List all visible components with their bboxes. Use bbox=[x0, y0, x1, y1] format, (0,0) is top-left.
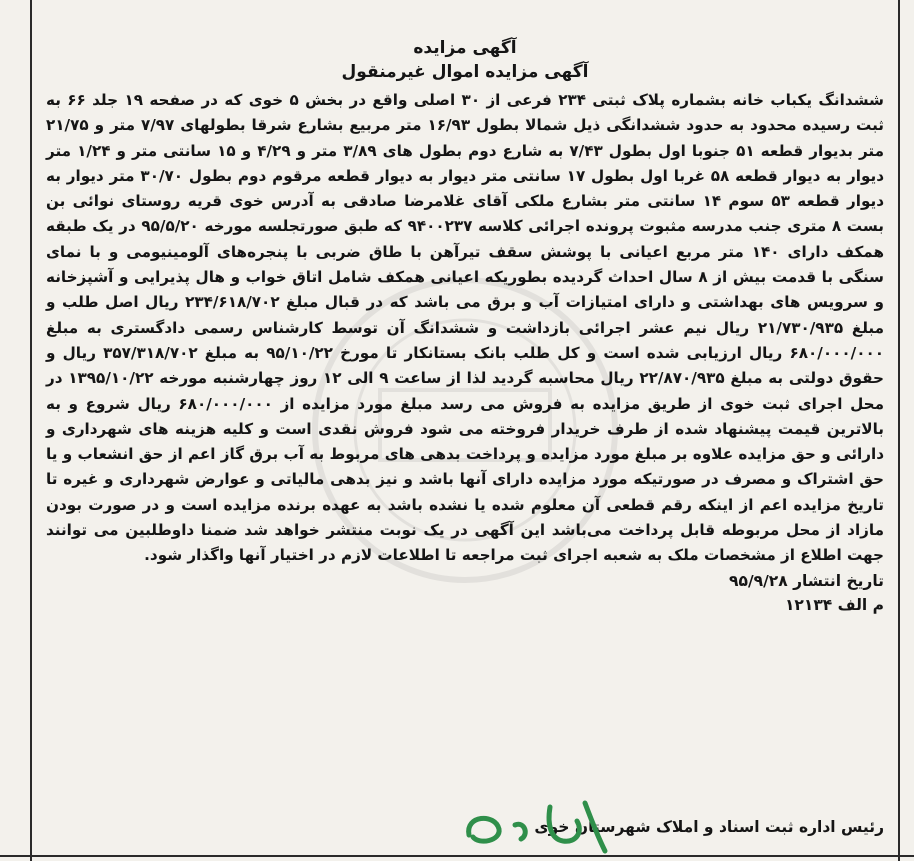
left-border-rule bbox=[30, 0, 32, 861]
notice-body: ششدانگ یکباب خانه بشماره پلاک ثبتی ۲۳۴ فرعی از ۳۰ اصلی واقع در بخش ۵ خوی که در صفحه ۱۹ جلد ۶۶ به ثبت رسیده محدود به حدود ششدانگی ذیل شمالا بطول ۱۶/۹۳ متر مربیع بشارع شرقا بطولهای ۷/۹۷ متر و ۲۱/۷۵ متر بدیوار قطعه ۵۱ جنوبا اول بطول ۷/۴۳ به شارع دوم بطول های ۳/۸۹ متر و ۴/۲۹ و ۱۵ سانتی متر و ۱/۲۴ متر دیوار به دیوار قطعه ۵۸ غربا اول بطول ۱۷ سانتی متر دیوار به دیوار قطعه مرقوم دوم بطول ۳۰/۷۰ متر دیوار به دیوار قطعه ۵۳ سوم ۱۴ سانتی متر بشارع ملکی آقای غلامرضا صادقی به آدرس خوی قریه روستای نوائی بن بست ۸ متری جنب مدرسه مثبوت پرونده اجرائی کلاسه ۹۴۰۰۲۳۷ که طبق صورتجلسه مورخه ۹۵/۵/۲۰ در یک طبقه همکف دارای ۱۴۰ متر مربع اعیانی با پوشش سقف تیرآهن با طاق ضربی با پنجره‌های آلومینیومی و با نمای سنگی با قدمت بیش از ۸ سال احداث گردیده بطوریکه اعیانی همکف شامل اتاق خواب و هال پذیرایی و آشپزخانه و سرویس های بهداشتی و دارای امتیازات آب و برق می باشد که در قبال مبلغ ۲۳۴/۶۱۸/۷۰۲ ریال اصل طلب و مبلغ ۲۱/۷۳۰/۹۳۵ ریال نیم عشر اجرائی بازداشت و ششدانگ آن توسط کارشناس رسمی دادگستری به مبلغ ۶۸۰/۰۰۰/۰۰۰ ریال ارزیابی شده است و کل طلب بانک بستانکار تا مورخ ۹۵/۱۰/۲۲ به مبلغ ۳۵۷/۳۱۸/۷۰۲ ریال و حقوق دولتی به مبلغ ۲۲/۸۷۰/۹۳۵ ریال محاسبه گردید لذا از ساعت ۹ الی ۱۲ روز چهارشنبه مورخه ۱۳۹۵/۱۰/۲۲ در محل اجرای ثبت خوی از طریق مزایده به فروش می رسد مبلغ مورد مزایده از ۶۸۰/۰۰۰/۰۰۰ ریال شروع و به بالاترین قیمت پیشنهاد شده از طرف خریدار فروخته می شود فروش نقدی است و کلیه هزینه های شهرداری و دارائی و حق مزایده علاوه بر مبلغ مورد مزایده و پرداخت بدهی های مربوط به آب برق گاز اعم از حق انشعاب و یا حق اشتراک و مصرف در صورتیکه مورد مزایده دارای آنها باشد و نیز بدهی مالیاتی و عوارض شهرداری و غیره تا تاریخ مزایده اعم از اینکه رقم قطعی آن معلوم شده یا نشده باشد به عهده برنده مزایده است و در صورت بودن مازاد از محل مربوطه قابل پرداخت می‌باشد این آگهی در یک نوبت منتشر خواهد شد ضمنا داوطلبین می توانند جهت اطلاع از مشخصات ملک به شعبه اجرای ثبت مراجعه تا اطلاعات لازم در اختیار آنها واگذار شود. bbox=[46, 91, 885, 565]
notice-content bbox=[46, 36, 884, 617]
notice-title: آگهی مزایده bbox=[413, 38, 517, 58]
publish-date: تاریخ انتشار ۹۵/۹/۲۸ bbox=[729, 571, 884, 590]
signature-line: رئیس اداره ثبت اسناد و املاک شهرستان خوی bbox=[534, 818, 884, 836]
notice-subtitle: آگهی مزایده اموال غیرمنقول bbox=[341, 62, 589, 82]
handwritten-mark bbox=[455, 795, 615, 861]
right-border-rule bbox=[898, 0, 900, 861]
reference-number: م الف ۱۲۱۳۴ bbox=[784, 595, 884, 614]
